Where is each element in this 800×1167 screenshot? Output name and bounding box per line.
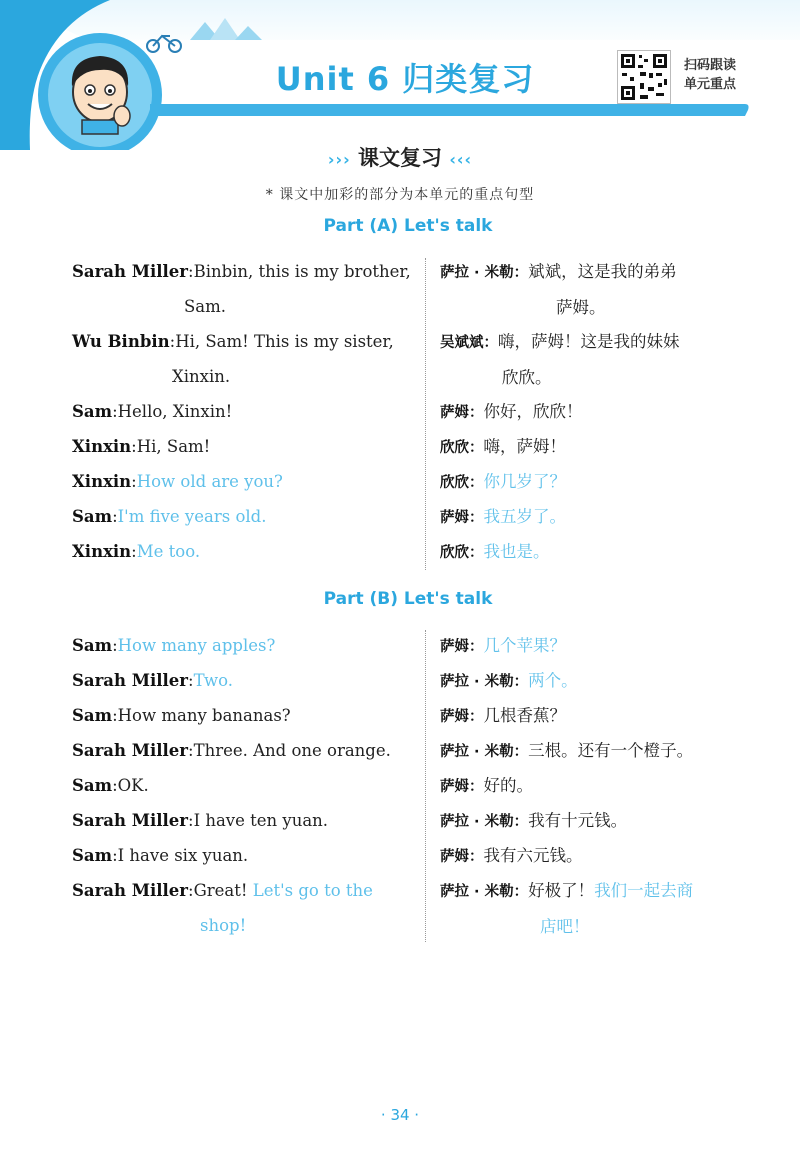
speaker-name-zh: 萨姆 — [440, 639, 469, 655]
line-text-zh: 好极了！ — [528, 881, 595, 900]
line-text-zh: 斌斌，这是我的弟弟 — [528, 262, 677, 281]
line-text-zh-continued: 欣欣。 — [502, 368, 552, 387]
speaker-name: Sam — [72, 402, 113, 421]
colon: : — [112, 846, 118, 865]
dialogue-line-en — [72, 507, 412, 527]
line-text: I have six yuan. — [117, 846, 249, 865]
speaker-name-zh: 吴斌斌 — [440, 335, 484, 351]
dialogue-line-en — [72, 636, 412, 656]
colon: ： — [483, 335, 498, 351]
colon: : — [112, 706, 118, 725]
line-text: Binbin, this is my brother, — [193, 262, 411, 281]
chevron-left-decor-icon: ‹‹‹ — [449, 150, 473, 169]
speaker-name: Xinxin — [72, 472, 132, 491]
speaker-name: Sam — [72, 846, 113, 865]
speaker-name: Sam — [72, 636, 113, 655]
speaker-name-zh: 萨姆 — [440, 510, 469, 526]
speaker-name: Sam — [72, 706, 113, 725]
chevron-right-decor-icon: ››› — [327, 150, 351, 169]
dialogue-line-zh — [440, 402, 740, 423]
colon: : — [188, 881, 194, 900]
dialogue-line-zh — [440, 636, 740, 657]
colon: ： — [469, 440, 484, 456]
dialogue-line-en — [72, 472, 412, 492]
line-text: How old are you? — [136, 472, 283, 491]
section-title — [0, 142, 800, 172]
colon: ： — [469, 779, 484, 795]
line-text: I'm five years old. — [117, 507, 267, 526]
line-text-zh: 几根香蕉？ — [483, 706, 566, 725]
colon: ： — [469, 475, 484, 491]
dialogue-line-zh — [440, 706, 740, 727]
colon: : — [188, 262, 194, 281]
line-text-zh: 你几岁了？ — [483, 472, 566, 491]
line-text-zh: 你好，欣欣！ — [483, 402, 583, 421]
speaker-name-zh: 萨拉 · 米勒 — [440, 674, 514, 690]
line-text-zh: 三根。还有一个橙子。 — [528, 741, 694, 760]
dialogue-line-zh — [440, 262, 740, 318]
colon: ： — [513, 744, 529, 760]
colon: : — [188, 811, 194, 830]
line-text: Hello, Xinxin! — [117, 402, 233, 421]
speaker-name-zh: 欣欣 — [440, 440, 469, 456]
colon: ： — [469, 849, 484, 865]
dialogue-line-en — [72, 881, 412, 936]
dialogue-line-en — [72, 262, 412, 317]
line-text: Three. And one orange. — [193, 741, 391, 760]
speaker-name: Sarah Miller — [72, 811, 188, 830]
colon: ： — [469, 709, 484, 725]
speaker-name: Xinxin — [72, 542, 132, 561]
speaker-name-zh: 萨拉 · 米勒 — [440, 265, 514, 281]
line-text-zh: 我有六元钱。 — [483, 846, 583, 865]
page-number: · 34 · — [380, 1106, 420, 1124]
colon: ： — [513, 265, 529, 281]
unit-title: Unit 6 归类复习 — [275, 60, 535, 98]
dialogue-line-en — [72, 776, 412, 796]
line-text-zh: 我也是。 — [483, 542, 550, 561]
speaker-name-zh: 萨姆 — [440, 709, 469, 725]
line-text-zh: 我有十元钱。 — [528, 811, 628, 830]
line-text: How many bananas? — [117, 706, 291, 725]
speaker-name-zh: 萨姆 — [440, 849, 469, 865]
qr-code-icon[interactable] — [617, 50, 671, 104]
line-text-zh-continued: 店吧！ — [540, 917, 590, 936]
colon: ： — [513, 884, 529, 900]
speaker-name: Sarah Miller — [72, 741, 188, 760]
dialogue-line-en — [72, 706, 412, 726]
part-b-title: Part (B) Let's talk — [323, 589, 493, 609]
colon: ： — [469, 510, 484, 526]
line-text-zh-continued: 萨姆。 — [556, 298, 606, 317]
qr-label-line1: 扫码跟读 — [683, 58, 736, 73]
header-banner — [0, 0, 800, 150]
dialogue-line-en — [72, 741, 412, 761]
dialogue-line-zh — [440, 437, 740, 458]
dialogue-line-en — [72, 811, 412, 831]
line-text-continued: shop! — [200, 916, 247, 935]
speaker-name: Sarah Miller — [72, 671, 188, 690]
dialogue-line-zh — [440, 507, 740, 528]
speaker-name: Sam — [72, 776, 113, 795]
line-text: How many apples? — [117, 636, 276, 655]
speaker-name: Sarah Miller — [72, 881, 188, 900]
dialogue-line-en — [72, 542, 412, 562]
dialogue-line-zh — [440, 542, 740, 563]
part-a-divider — [425, 258, 426, 570]
colon: : — [131, 542, 137, 561]
colon: ： — [469, 405, 484, 421]
speaker-name: Sarah Miller — [72, 262, 188, 281]
dialogue-line-zh — [440, 811, 740, 832]
speaker-name: Xinxin — [72, 437, 132, 456]
part-a-title: Part (A) Let's talk — [323, 216, 493, 236]
speaker-name-zh: 萨姆 — [440, 405, 469, 421]
section-title-text: 课文复习 — [358, 146, 442, 170]
speaker-name-zh: 欣欣 — [440, 475, 469, 491]
colon: ： — [513, 674, 529, 690]
dialogue-line-en — [72, 671, 412, 691]
dialogue-line-zh — [440, 741, 740, 762]
line-text: I have ten yuan. — [193, 811, 329, 830]
section-note: * 课文中加彩的部分为本单元的重点句型 — [265, 187, 535, 203]
dialogue-line-zh — [440, 846, 740, 867]
dialogue-line-zh — [440, 671, 740, 692]
line-text: Hi, Sam! — [136, 437, 211, 456]
dialogue-line-zh — [440, 472, 740, 493]
colon: : — [112, 776, 118, 795]
colon: : — [188, 741, 194, 760]
line-text-highlight: Let's go to the — [252, 881, 373, 900]
dialogue-line-en — [72, 437, 412, 457]
dialogue-line-zh — [440, 332, 740, 388]
colon: ： — [469, 639, 484, 655]
colon: : — [112, 507, 118, 526]
qr-label-line2: 单元重点 — [683, 77, 736, 92]
line-text-zh: 我五岁了。 — [483, 507, 566, 526]
line-text-continued: Sam. — [184, 297, 227, 316]
line-text-zh: 好的。 — [483, 776, 533, 795]
dialogue-line-en — [72, 332, 412, 387]
speaker-name-zh: 萨拉 · 米勒 — [440, 744, 514, 760]
line-text: Hi, Sam! This is my sister, — [175, 332, 394, 351]
colon: : — [112, 636, 118, 655]
speaker-name-zh: 萨拉 · 米勒 — [440, 814, 514, 830]
qr-label — [674, 56, 746, 94]
line-text: Great! — [193, 881, 248, 900]
colon: : — [188, 671, 194, 690]
line-text-zh: 几个苹果？ — [483, 636, 566, 655]
line-text-zh-highlight: 我们一起去商 — [594, 881, 694, 900]
part-b-divider — [425, 630, 426, 942]
colon: : — [131, 437, 137, 456]
speaker-name-zh: 萨姆 — [440, 779, 469, 795]
colon: ： — [469, 545, 484, 561]
line-text: OK. — [117, 776, 149, 795]
line-text: Me too. — [136, 542, 201, 561]
dialogue-line-zh — [440, 776, 740, 797]
colon: : — [131, 472, 137, 491]
colon: : — [169, 332, 176, 351]
dialogue-line-zh — [440, 881, 740, 937]
colon: ： — [513, 814, 529, 830]
line-text-zh: 两个。 — [528, 671, 578, 690]
colon: : — [112, 402, 118, 421]
speaker-name: Wu Binbin — [72, 332, 170, 351]
speaker-name-zh: 欣欣 — [440, 545, 469, 561]
line-text-zh: 嗨，萨姆！这是我的妹妹 — [498, 332, 680, 351]
speaker-name: Sam — [72, 507, 113, 526]
dialogue-line-en — [72, 402, 412, 422]
speaker-name-zh: 萨拉 · 米勒 — [440, 884, 514, 900]
dialogue-line-en — [72, 846, 412, 866]
line-text-continued: Xinxin. — [172, 367, 231, 386]
line-text: Two. — [193, 671, 233, 690]
line-text-zh: 嗨，萨姆！ — [483, 437, 566, 456]
